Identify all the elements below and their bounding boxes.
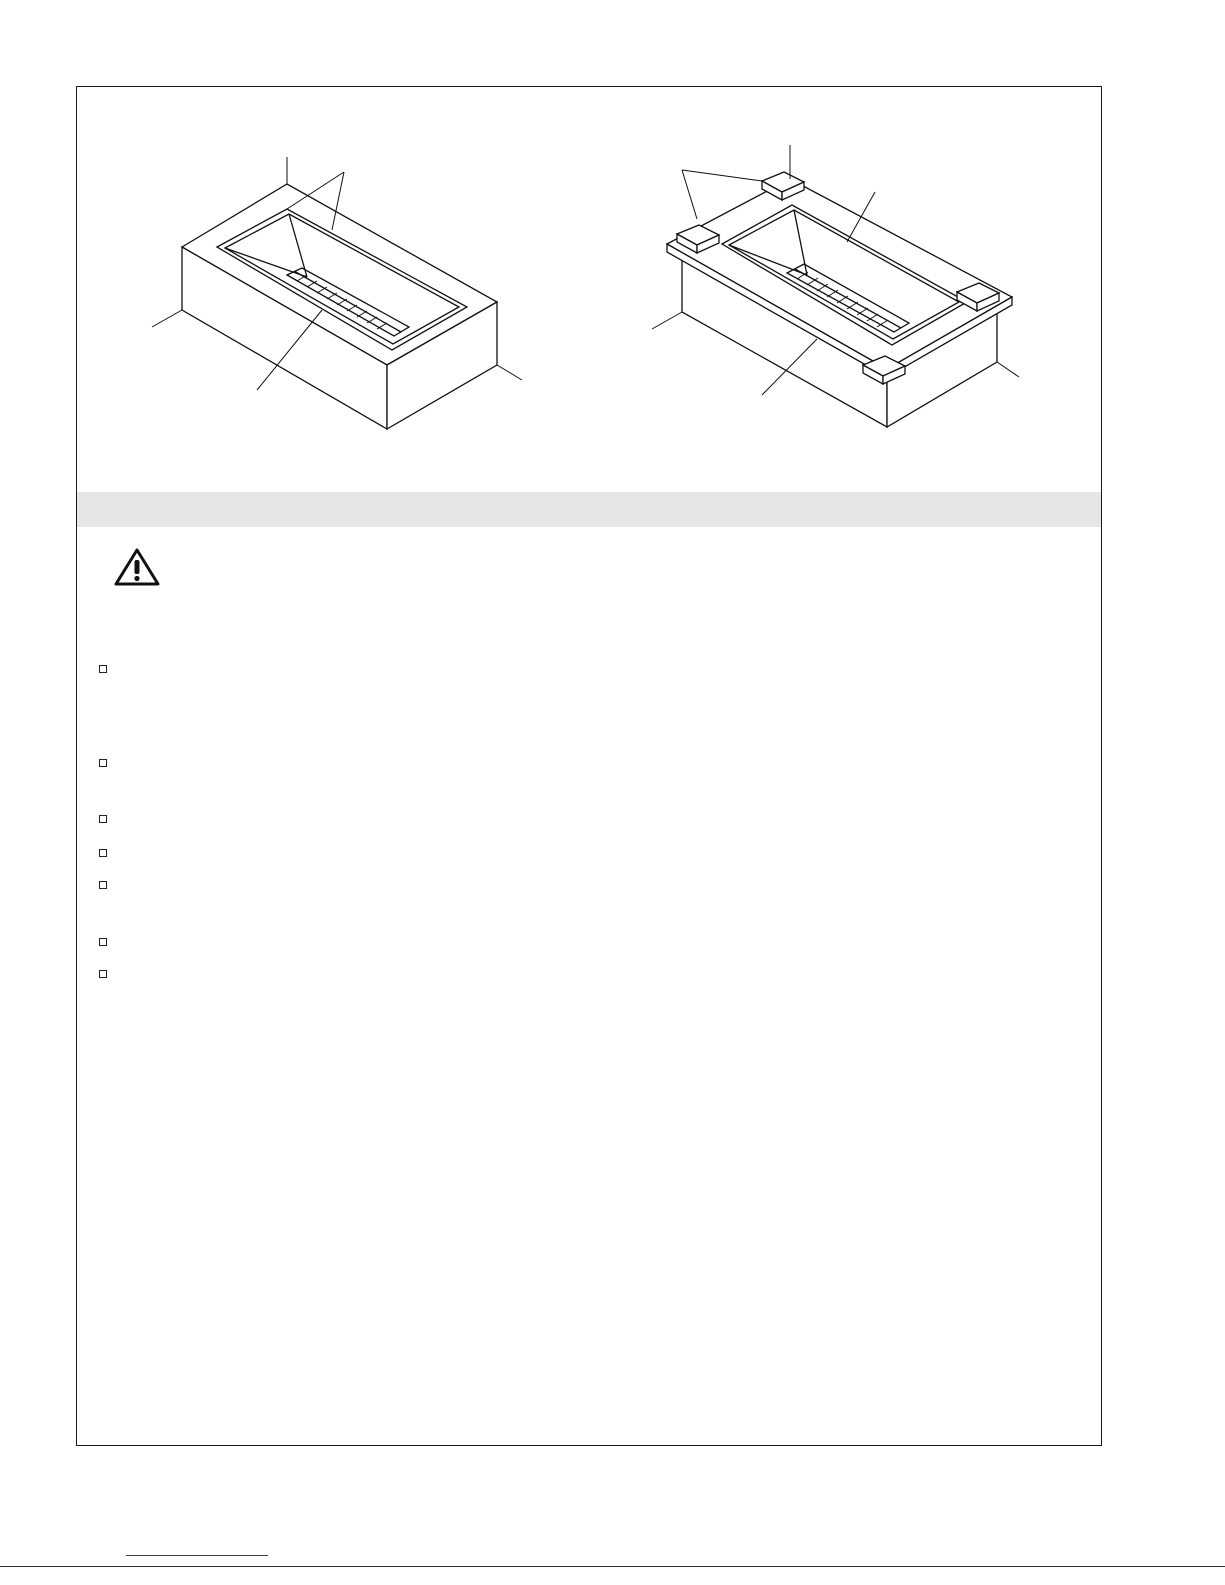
checkbox-icon[interactable] bbox=[99, 970, 107, 978]
checkbox-icon[interactable] bbox=[99, 815, 107, 823]
checklist-item bbox=[99, 812, 119, 826]
warning-triangle-icon bbox=[113, 547, 161, 587]
checkbox-icon[interactable] bbox=[99, 849, 107, 857]
checklist-item bbox=[99, 967, 119, 981]
checklist-item bbox=[99, 756, 119, 770]
checkbox-icon[interactable] bbox=[99, 938, 107, 946]
checkbox-icon[interactable] bbox=[99, 759, 107, 767]
section-header-band bbox=[77, 492, 1101, 527]
checklist-item bbox=[99, 662, 119, 676]
checkbox-icon[interactable] bbox=[99, 881, 107, 889]
checklist-item bbox=[99, 935, 119, 949]
checklist-item bbox=[99, 878, 119, 892]
tub-in-deck-illustration bbox=[147, 147, 547, 477]
checkbox-icon[interactable] bbox=[99, 665, 107, 673]
tub-with-shims-illustration bbox=[647, 137, 1067, 477]
footer-link-underline[interactable] bbox=[126, 1555, 268, 1556]
page-frame bbox=[76, 86, 1102, 1446]
checklist-item bbox=[99, 846, 119, 860]
page-bottom-rule bbox=[0, 1566, 1225, 1567]
